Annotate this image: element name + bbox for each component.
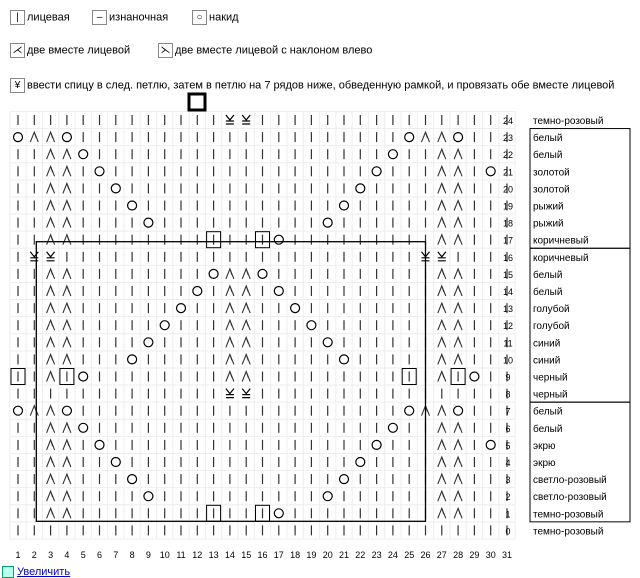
column-number: 2	[31, 550, 37, 560]
row-number: 22	[502, 150, 514, 161]
row-number: 21	[502, 167, 514, 178]
decrease-stitch	[47, 337, 55, 347]
yarn-over-stitch	[177, 304, 186, 313]
decrease-stitch	[63, 303, 71, 313]
yarn-over-stitch	[340, 201, 349, 210]
yarn-over-stitch	[454, 133, 463, 142]
decrease-stitch	[47, 320, 55, 330]
decrease-stitch	[63, 423, 71, 433]
decrease-stitch	[422, 132, 430, 142]
decrease-stitch	[454, 166, 462, 176]
row-color-label: рыжий	[533, 218, 564, 230]
decrease-stitch	[63, 474, 71, 484]
yarn-over-stitch	[193, 287, 202, 296]
decrease-stitch	[63, 183, 71, 193]
decrease-stitch	[63, 320, 71, 330]
row-number: 10	[502, 355, 514, 366]
decrease-stitch	[47, 508, 55, 518]
decrease-stitch	[226, 337, 234, 347]
special-stitch	[242, 115, 250, 124]
row-color-label: синий	[533, 338, 561, 350]
column-number: 29	[469, 550, 480, 560]
special-stitch-icon: ¥	[10, 78, 25, 93]
yarn-over-stitch	[79, 150, 88, 159]
column-number: 16	[257, 550, 268, 560]
column-number: 15	[241, 550, 252, 560]
row-color-label: светло-розовый	[533, 475, 607, 487]
decrease-stitch	[226, 286, 234, 296]
row-number: 5	[505, 440, 511, 451]
legend-knit: | лицевая	[10, 10, 70, 25]
row-number: 12	[502, 321, 514, 332]
decrease-stitch	[63, 337, 71, 347]
yarn-over-stitch	[388, 423, 397, 432]
decrease-stitch	[63, 508, 71, 518]
decrease-stitch	[454, 440, 462, 450]
yarn-over-stitch	[323, 338, 332, 347]
row-number: 17	[502, 235, 514, 246]
yarn-over-stitch	[372, 440, 381, 449]
decrease-stitch	[438, 235, 446, 245]
row-number: 1	[505, 509, 511, 520]
decrease-stitch	[47, 423, 55, 433]
column-number: 22	[355, 550, 366, 560]
decrease-stitch	[63, 491, 71, 501]
row-color-label: белый	[533, 423, 563, 435]
column-number: 5	[80, 550, 86, 560]
decrease-stitch	[47, 474, 55, 484]
row-color-label: белый	[533, 406, 563, 418]
yarn-over-stitch	[323, 492, 332, 501]
row-number: 4	[505, 458, 511, 468]
row-color-label: экрю	[533, 440, 556, 452]
yarn-over-stitch	[307, 321, 316, 330]
column-number: 3	[48, 550, 54, 560]
zoom-link[interactable]: Увеличить	[2, 566, 70, 578]
decrease-stitch	[454, 508, 462, 518]
yarn-over-stitch	[274, 509, 283, 518]
decrease-stitch	[63, 201, 71, 211]
decrease-stitch	[438, 491, 446, 501]
decrease-stitch	[454, 286, 462, 296]
decrease-stitch	[454, 491, 462, 501]
decrease-stitch	[226, 372, 234, 382]
decrease-stitch	[47, 372, 55, 382]
yarn-over-stitch	[274, 287, 283, 296]
legend-purl: – изнаночная	[92, 10, 168, 25]
decrease-stitch	[47, 183, 55, 193]
yarn-over-stitch	[144, 492, 153, 501]
decrease-stitch	[226, 269, 234, 279]
decrease-stitch	[63, 235, 71, 245]
row-color-label: коричневый	[533, 235, 589, 247]
column-number: 20	[322, 550, 333, 560]
yarn-over-stitch	[128, 201, 137, 210]
row-color-label: голубой	[533, 321, 570, 333]
row-number: 8	[505, 389, 511, 400]
decrease-stitch	[47, 406, 55, 416]
decrease-stitch	[438, 320, 446, 330]
yarn-over-stitch	[62, 406, 71, 415]
row-color-label: белый	[533, 133, 563, 145]
decrease-stitch	[438, 149, 446, 159]
column-number: 13	[208, 550, 219, 560]
row-color-label: светло-розовый	[533, 492, 607, 504]
column-number: 23	[371, 550, 382, 560]
column-number: 1	[15, 550, 21, 560]
k2tog-icon: ⋌	[10, 43, 25, 58]
yarn-over-stitch	[128, 475, 137, 484]
decrease-stitch	[454, 354, 462, 364]
row-number: 11	[503, 338, 513, 349]
decrease-stitch	[454, 320, 462, 330]
row-color-label: коричневый	[533, 252, 589, 264]
yarn-over-stitch	[274, 235, 283, 244]
column-number: 17	[273, 550, 284, 560]
row-color-label: голубой	[533, 304, 570, 316]
decrease-stitch	[438, 406, 446, 416]
row-color-label: черный	[533, 389, 568, 401]
row-color-label: экрю	[533, 458, 556, 469]
yarn-over-stitch	[160, 321, 169, 330]
row-color-label: белый	[533, 150, 563, 162]
decrease-stitch	[438, 303, 446, 313]
row-color-label: синий	[533, 355, 561, 367]
yarn-over-stitch	[405, 133, 414, 142]
decrease-stitch	[242, 337, 250, 347]
decrease-stitch	[438, 354, 446, 364]
decrease-stitch	[454, 149, 462, 159]
yarn-over-stitch	[388, 150, 397, 159]
decrease-stitch	[226, 303, 234, 313]
decrease-stitch	[63, 269, 71, 279]
row-color-label: черный	[533, 372, 568, 384]
row-number: 16	[502, 252, 514, 263]
yarn-over-stitch	[470, 372, 479, 381]
yarn-over-stitch	[95, 167, 104, 176]
yarn-over-icon: ○	[192, 10, 207, 25]
special-stitch	[226, 389, 234, 398]
column-number: 21	[338, 550, 350, 560]
yarn-over-stitch	[144, 338, 153, 347]
yarn-over-stitch	[79, 372, 88, 381]
marker-box	[189, 94, 205, 110]
decrease-stitch	[438, 166, 446, 176]
decrease-stitch	[47, 354, 55, 364]
decrease-stitch	[63, 166, 71, 176]
yarn-over-stitch	[340, 355, 349, 364]
yarn-over-stitch	[95, 440, 104, 449]
row-number: 24	[502, 116, 514, 126]
decrease-stitch	[30, 406, 38, 416]
decrease-stitch	[454, 457, 462, 467]
column-number: 8	[129, 550, 135, 560]
decrease-stitch	[47, 303, 55, 313]
row-number: 14	[502, 287, 514, 297]
decrease-stitch	[47, 201, 55, 211]
special-stitch	[438, 252, 446, 261]
row-number: 23	[502, 133, 514, 144]
decrease-stitch	[438, 372, 446, 382]
special-stitch	[226, 115, 234, 124]
decrease-stitch	[47, 149, 55, 159]
decrease-stitch	[63, 440, 71, 450]
decrease-stitch	[438, 218, 446, 228]
row-number: 2	[505, 492, 511, 503]
decrease-stitch	[438, 508, 446, 518]
column-number: 9	[145, 550, 151, 560]
decrease-stitch	[63, 286, 71, 296]
yarn-over-stitch	[111, 458, 120, 467]
column-number: 14	[224, 550, 235, 560]
purl-icon: –	[92, 10, 107, 25]
column-number: 4	[64, 550, 70, 560]
row-color-label: золотой	[533, 184, 570, 196]
yarn-over-stitch	[454, 406, 463, 415]
zoom-icon	[2, 566, 14, 578]
decrease-stitch	[454, 183, 462, 193]
decrease-stitch	[47, 132, 55, 142]
decrease-stitch	[47, 218, 55, 228]
row-number: 18	[502, 218, 514, 229]
yarn-over-stitch	[486, 167, 495, 176]
column-number: 19	[306, 550, 317, 560]
legend-yarn-over: ○ накид	[192, 10, 239, 25]
decrease-stitch	[454, 474, 462, 484]
decrease-stitch	[47, 491, 55, 501]
decrease-stitch	[47, 286, 55, 296]
yarn-over-stitch	[62, 133, 71, 142]
yarn-over-stitch	[405, 406, 414, 415]
decrease-stitch	[454, 269, 462, 279]
column-number: 24	[387, 550, 398, 560]
yarn-over-stitch	[356, 458, 365, 467]
yarn-over-stitch	[291, 304, 300, 313]
k2tog-left-icon: ⋋	[158, 43, 173, 58]
yarn-over-stitch	[111, 184, 120, 193]
decrease-stitch	[47, 235, 55, 245]
yarn-over-stitch	[14, 406, 23, 415]
decrease-stitch	[63, 149, 71, 159]
row-color-label: белый	[533, 269, 563, 281]
decrease-stitch	[226, 354, 234, 364]
pattern-frame	[36, 242, 425, 522]
decrease-stitch	[438, 183, 446, 193]
yarn-over-stitch	[323, 218, 332, 227]
row-color-label: белый	[533, 287, 563, 298]
decrease-stitch	[242, 354, 250, 364]
column-number: 11	[176, 550, 186, 560]
column-number: 27	[436, 550, 447, 560]
column-number: 7	[113, 550, 119, 560]
decrease-stitch	[454, 303, 462, 313]
row-number: 6	[505, 423, 511, 434]
yarn-over-stitch	[144, 218, 153, 227]
decrease-stitch	[438, 201, 446, 211]
yarn-over-stitch	[14, 133, 23, 142]
special-stitch	[30, 252, 38, 261]
column-number: 28	[453, 550, 464, 560]
row-number: 13	[502, 304, 514, 315]
decrease-stitch	[438, 440, 446, 450]
legend-k2tog: ⋌ две вместе лицевой	[10, 43, 130, 58]
row-number: 3	[505, 475, 511, 486]
decrease-stitch	[454, 218, 462, 228]
decrease-stitch	[438, 423, 446, 433]
row-number: 7	[505, 406, 511, 417]
decrease-stitch	[242, 286, 250, 296]
column-number: 10	[159, 550, 170, 560]
row-number: 0	[505, 526, 511, 537]
decrease-stitch	[454, 235, 462, 245]
column-number: 12	[192, 550, 203, 560]
decrease-stitch	[242, 320, 250, 330]
yarn-over-stitch	[356, 184, 365, 193]
column-number: 18	[290, 550, 301, 560]
column-number: 6	[96, 550, 103, 560]
decrease-stitch	[47, 457, 55, 467]
yarn-over-stitch	[372, 167, 381, 176]
row-color-label: темно-розовый	[533, 526, 604, 538]
decrease-stitch	[454, 423, 462, 433]
decrease-stitch	[242, 303, 250, 313]
decrease-stitch	[30, 132, 38, 142]
row-number: 19	[502, 201, 514, 212]
special-stitch	[47, 252, 55, 261]
decrease-stitch	[454, 201, 462, 211]
column-number: 26	[420, 550, 431, 560]
column-number: 30	[485, 550, 496, 560]
row-color-label: темно-розовый	[533, 509, 604, 521]
yarn-over-stitch	[209, 269, 218, 278]
decrease-stitch	[63, 457, 71, 467]
decrease-stitch	[63, 218, 71, 228]
decrease-stitch	[242, 372, 250, 382]
decrease-stitch	[438, 474, 446, 484]
decrease-stitch	[438, 286, 446, 296]
decrease-stitch	[47, 166, 55, 176]
decrease-stitch	[63, 354, 71, 364]
yarn-over-stitch	[79, 423, 88, 432]
decrease-stitch	[242, 269, 250, 279]
yarn-over-stitch	[128, 355, 137, 364]
row-color-label: рыжий	[533, 201, 564, 213]
decrease-stitch	[47, 440, 55, 450]
decrease-stitch	[438, 337, 446, 347]
row-color-label: темно-розовый	[533, 116, 604, 127]
column-number: 31	[501, 550, 513, 560]
knit-icon: |	[10, 10, 25, 25]
decrease-stitch	[438, 132, 446, 142]
yarn-over-stitch	[258, 269, 267, 278]
decrease-stitch	[438, 457, 446, 467]
decrease-stitch	[438, 269, 446, 279]
row-color-label: золотой	[533, 167, 570, 179]
decrease-stitch	[47, 269, 55, 279]
yarn-over-stitch	[486, 440, 495, 449]
yarn-over-stitch	[340, 475, 349, 484]
decrease-stitch	[454, 337, 462, 347]
row-number: 20	[502, 184, 514, 195]
row-number: 15	[502, 269, 514, 280]
legend-special-stitch: ¥ ввести спицу в след. петлю, затем в петлю на 7 рядов ниже, обведенную рамкой, и провязать обе вместе лицевой	[10, 78, 614, 93]
special-stitch	[242, 389, 250, 398]
decrease-stitch	[226, 320, 234, 330]
row-number: 9	[505, 372, 511, 383]
legend-k2tog-left: ⋋ две вместе лицевой с наклоном влево	[158, 43, 372, 58]
column-number: 25	[404, 550, 415, 560]
